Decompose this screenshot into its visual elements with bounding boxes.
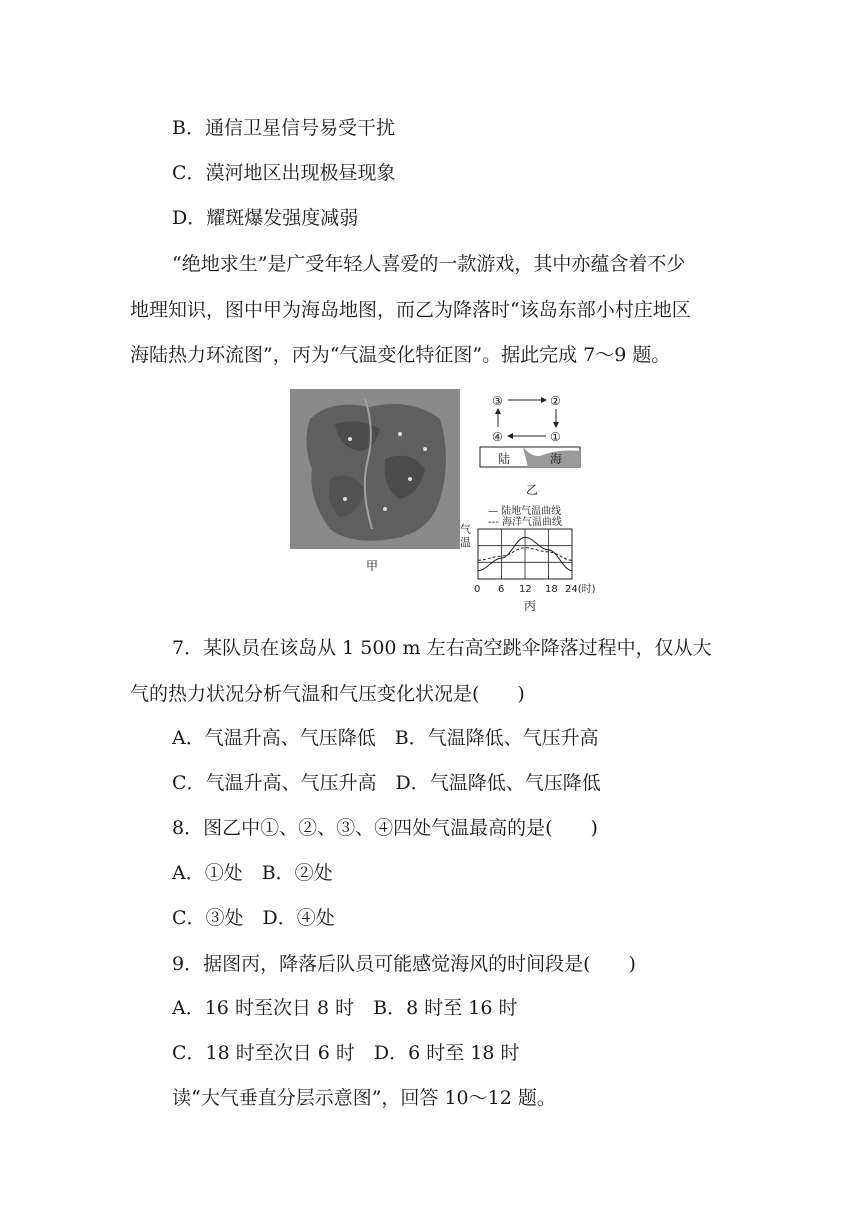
- land-label: 陆: [498, 452, 511, 466]
- instruction-10-12: 读“大气垂直分层示意图”，回答 10～12 题。: [172, 1087, 556, 1109]
- tick-24: 24(时): [565, 584, 596, 595]
- intro-line-2: 地理知识，图中甲为海岛地图，而乙为降落时“该岛东部小村庄地区: [130, 299, 691, 321]
- point-1: ①: [550, 430, 561, 444]
- question-7: 7．某队员在该岛从 1 500 m 左右高空跳伞降落过程中，仅从大: [172, 637, 712, 659]
- question-8-options-cd: C．③处 D．④处: [172, 907, 335, 929]
- temperature-chart: [458, 503, 608, 597]
- option-d-prev: D．耀斑爆发强度减弱: [172, 207, 359, 229]
- legend-sea: --- 海洋气温曲线: [488, 517, 563, 528]
- question-9-options-ab: A．16 时至次日 8 时 B．8 时至 16 时: [172, 997, 518, 1019]
- question-8: 8．图乙中①、②、③、④四处气温最高的是( ): [172, 817, 598, 839]
- sea-label: 海: [550, 452, 563, 466]
- question-8-options-ab: A．①处 B．②处: [172, 862, 333, 884]
- tick-6: 6: [498, 584, 505, 595]
- figure-yi: [478, 389, 588, 469]
- question-7-cont: 气的热力状况分析气温和气压变化状况是( ): [130, 683, 525, 705]
- tick-12: 12: [519, 584, 532, 595]
- tick-0: 0: [474, 584, 481, 595]
- caption-jia: 甲: [366, 559, 379, 573]
- tick-18: 18: [545, 584, 558, 595]
- option-c-prev: C．漠河地区出现极昼现象: [172, 162, 396, 184]
- intro-line-3: 海陆热力环流图”，丙为“气温变化特征图”。据此完成 7～9 题。: [130, 344, 671, 366]
- intro-line-1: “绝地求生”是广受年轻人喜爱的一款游戏，其中亦蕴含着不少: [172, 253, 686, 275]
- caption-yi: 乙: [526, 483, 539, 497]
- figure-jia: [290, 389, 460, 549]
- question-7-options-ab: A．气温升高、气压降低 B．气温降低、气压升高: [172, 727, 599, 749]
- ylabel-part: 气: [460, 523, 471, 536]
- ylabel-part-2: 温: [460, 536, 471, 549]
- island-map: [290, 389, 460, 549]
- point-3: ③: [492, 394, 503, 408]
- point-4: ④: [492, 430, 503, 444]
- point-2: ②: [550, 394, 561, 408]
- question-9-options-cd: C．18 时至次日 6 时 D．6 时至 18 时: [172, 1042, 520, 1064]
- legend-land: — 陆地气温曲线: [488, 506, 562, 517]
- figure-bing: [458, 503, 608, 597]
- caption-bing: 丙: [524, 599, 537, 613]
- option-b-prev: B．通信卫星信号易受干扰: [172, 117, 395, 139]
- question-7-options-cd: C．气温升高、气压升高 D．气温降低、气压降低: [172, 772, 601, 794]
- question-9: 9．据图丙，降落后队员可能感觉海风的时间段是( ): [172, 953, 636, 975]
